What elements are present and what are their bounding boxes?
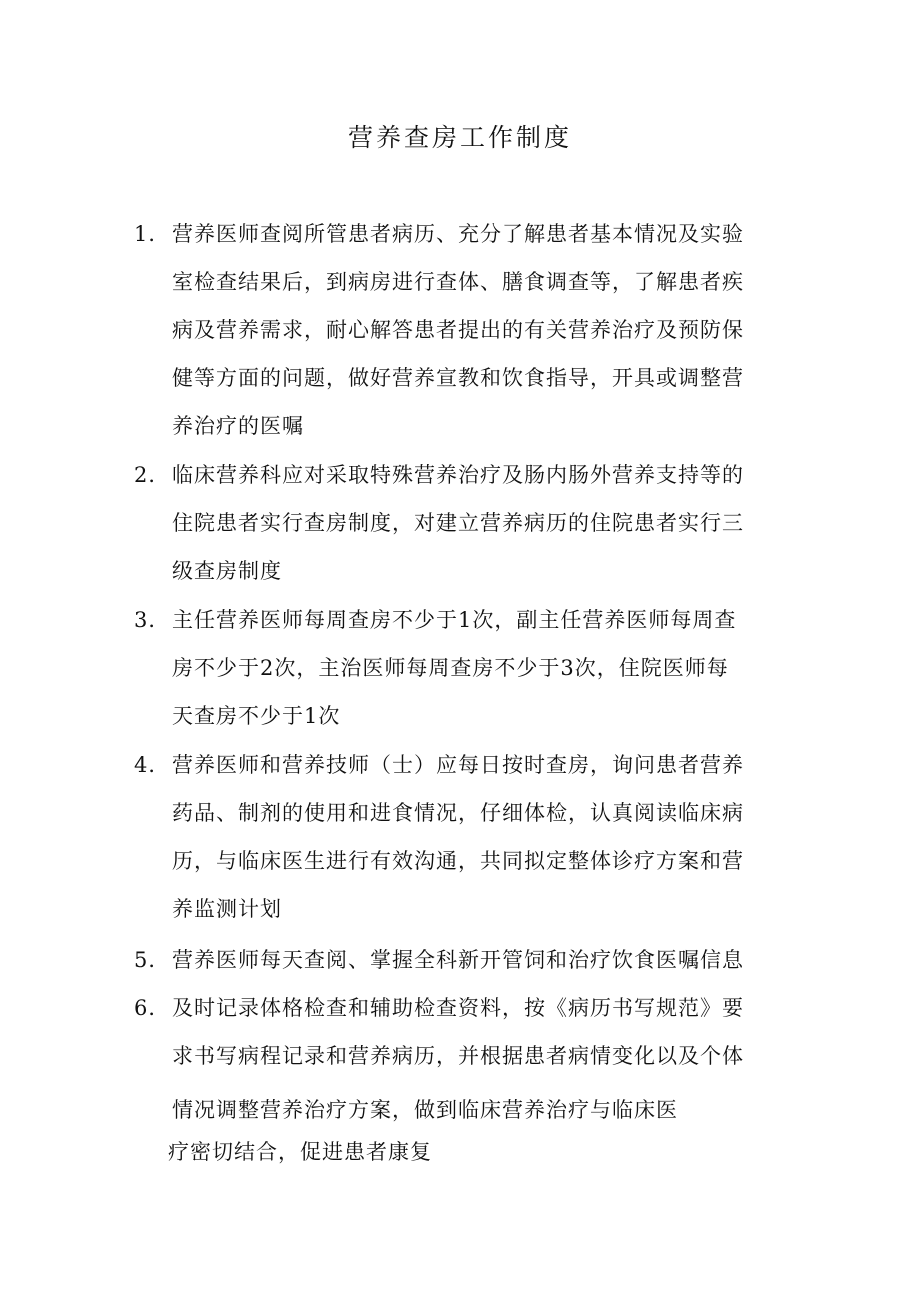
clause-6 <box>134 984 794 1176</box>
clause-line: 室检查结果后，到病房进行查体、膳食调查等，了解患者疾 <box>172 270 744 294</box>
clause-line: 2．临床营养科应对采取特殊营养治疗及肠内肠外营养支持等的 <box>134 451 794 499</box>
clause-line: 3．主任营养医师每周查房不少于1次，副主任营养医师每周查 <box>134 596 794 644</box>
clause-2 <box>134 451 794 595</box>
clause-line: 情况调整营养治疗方案，做到临床营养治疗与临床医 <box>172 1098 678 1122</box>
clause-line: 养监测计划 <box>172 897 282 921</box>
clause-number: 2． <box>134 463 171 487</box>
clause-line: 求书写病程记录和营养病历，并根据患者病情变化以及个体 <box>172 1044 744 1068</box>
clause-line: 级查房制度 <box>172 559 282 583</box>
clause-line: 天查房不少于1次 <box>172 704 341 728</box>
clause-number: 6． <box>134 996 171 1020</box>
clause-line: 5．营养医师每天查阅、掌握全科新开管饲和治疗饮食医嘱信息 <box>134 936 794 984</box>
clause-line: 1．营养医师查阅所管患者病历、充分了解患者基本情况及实验 <box>134 210 794 258</box>
clause-number: 3． <box>134 608 171 632</box>
clause-line: 6．及时记录体格检查和辅助检查资料，按《病历书写规范》要 <box>134 984 794 1032</box>
clause-line: 房不少于2次，主治医师每周查房不少于3次，住院医师每 <box>172 656 729 680</box>
clause-line: 病及营养需求，耐心解答患者提出的有关营养治疗及预防保 <box>172 318 744 342</box>
clause-number: 4． <box>134 753 171 777</box>
clause-3 <box>134 596 794 740</box>
clause-line: 健等方面的问题，做好营养宣教和饮食指导，开具或调整营 <box>172 366 744 390</box>
page-title: 营养查房工作制度 <box>347 123 572 152</box>
clause-5 <box>134 936 794 984</box>
clause-line: 养治疗的医嘱 <box>172 414 304 438</box>
clause-1 <box>134 210 794 450</box>
clause-number: 5． <box>134 948 171 972</box>
clause-4 <box>134 741 794 933</box>
clause-number: 1． <box>134 222 171 246</box>
clause-line: 住院患者实行查房制度，对建立营养病历的住院患者实行三 <box>172 511 744 535</box>
clause-line: 历，与临床医生进行有效沟通，共同拟定整体诊疗方案和营 <box>172 849 744 873</box>
clause-line: 4．营养医师和营养技师（士）应每日按时查房，询问患者营养 <box>134 741 794 789</box>
clause-line: 药品、制剂的使用和进食情况，仔细体检，认真阅读临床病 <box>172 801 744 825</box>
clause-line: 疗密切结合，促进患者康复 <box>168 1140 432 1164</box>
